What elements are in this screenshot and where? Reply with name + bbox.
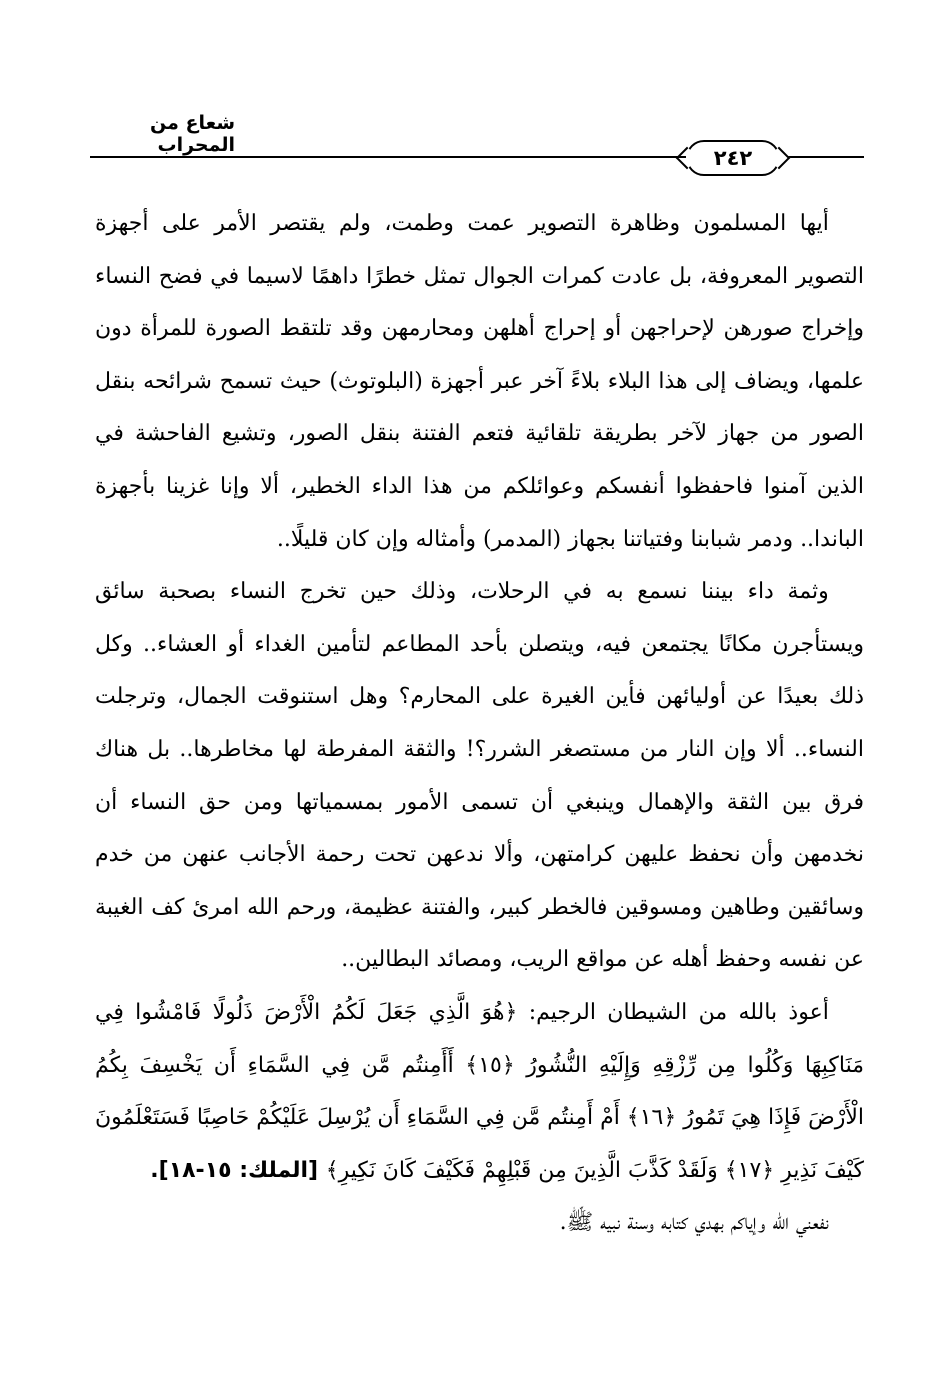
running-head-title: شعاع من المحراب	[150, 112, 235, 156]
paragraph-photography: أيها المسلمون وظاهرة التصوير عمت وطمت، ولم يقتصر الأمر على أجهزة التصوير المعروفة، بل عادت كمرات الجوال تمثل خطرًا داهمًا لاسيما في فضح النساء وإخراج صورهن لإحراجهن أو إحراج أهلهن ومحارمهن وقد تلتقط الصورة للمرأة دون علمها، ويضاف إلى هذا البلاء بلاءً آخر عبر أجهزة (البلوتوث) حيث تسمح شرائحه بنقل الصور من جهاز لآخر بطريقة تلقائية فتعم الفتنة بنقل الصور، وتشيع الفاحشة في الذين آمنوا فاحفظوا أنفسكم وعوائلكم من هذا الداء الخطير، ألا وإنا غزينا بأجهزة الباندا.. ودمر شبابنا وفتياتنا بجهاز (المدمر) وأمثاله وإن كان قليلًا..	[95, 211, 864, 552]
page-body	[95, 198, 864, 1250]
quran-paragraph	[95, 987, 864, 1197]
paragraph-trips: وثمة داء بيننا نسمع به في الرحلات، وذلك حين تخرج النساء بصحبة سائق ويستأجرن مكانًا يجتمعن فيه، ويتصلن بأحد المطاعم لتأمين الغداء أو العشاء.. وكل ذلك بعيدًا عن أوليائهن فأين الغيرة على المحارم؟ وهل استنوقت الجمال، وترجلت النساء.. ألا وإن النار من مستصغر الشرر؟! والثقة المفرطة لها مخاطرها.. بل هناك فرق بين الثقة والإهمال وينبغي أن تسمى الأمور بمسمياتها ومن حق النساء أن نخدمهن وأن نحفظ عليهن كرامتهن، وألا ندعهن تحت رحمة الأجانب عنهن من خدم وسائقين وطاهين ومسوقين فالخطر كبير، والفتنة عظيمة، ورحم الله امرئ كف الغيبة عن نفسه وحفظ أهله عن مواقع الريب، ومصائد البطالين..	[95, 579, 864, 973]
header-rule-right	[780, 156, 864, 158]
page-number: ٢٤٢	[686, 140, 780, 176]
surah-reference: [الملك: ١٥-١٨].	[150, 1157, 326, 1183]
header-rule-left	[90, 156, 686, 158]
quran-intro: أعوذ بالله من الشيطان الرجيم:	[517, 999, 829, 1025]
closing-line: نفعني الله وإياكم بهدي كتابه وسنة نبيه ﷺ.	[559, 1210, 829, 1236]
quran-verses: ﴿هُوَ الَّذِي جَعَلَ لَكُمُ الْأَرْضَ ذَلُولًا فَامْشُوا فِي مَنَاكِبِهَا وَكُلُوا مِن رِّزْقِهِ وَإِلَيْهِ النُّشُورُ ﴿١٥﴾ أَأَمِنتُم مَّن فِي السَّمَاءِ أَن يَخْسِفَ بِكُمُ الْأَرْضَ فَإِذَا هِيَ تَمُورُ ﴿١٦﴾ أَمْ أَمِنتُم مَّن فِي السَّمَاءِ أَن يُرْسِلَ عَلَيْكُمْ حَاصِبًا فَسَتَعْلَمُونَ كَيْفَ نَذِيرِ ﴿١٧﴾ وَلَقَدْ كَذَّبَ الَّذِينَ مِن قَبْلِهِمْ فَكَيْفَ كَانَ نَكِيرِ﴾	[95, 999, 864, 1183]
